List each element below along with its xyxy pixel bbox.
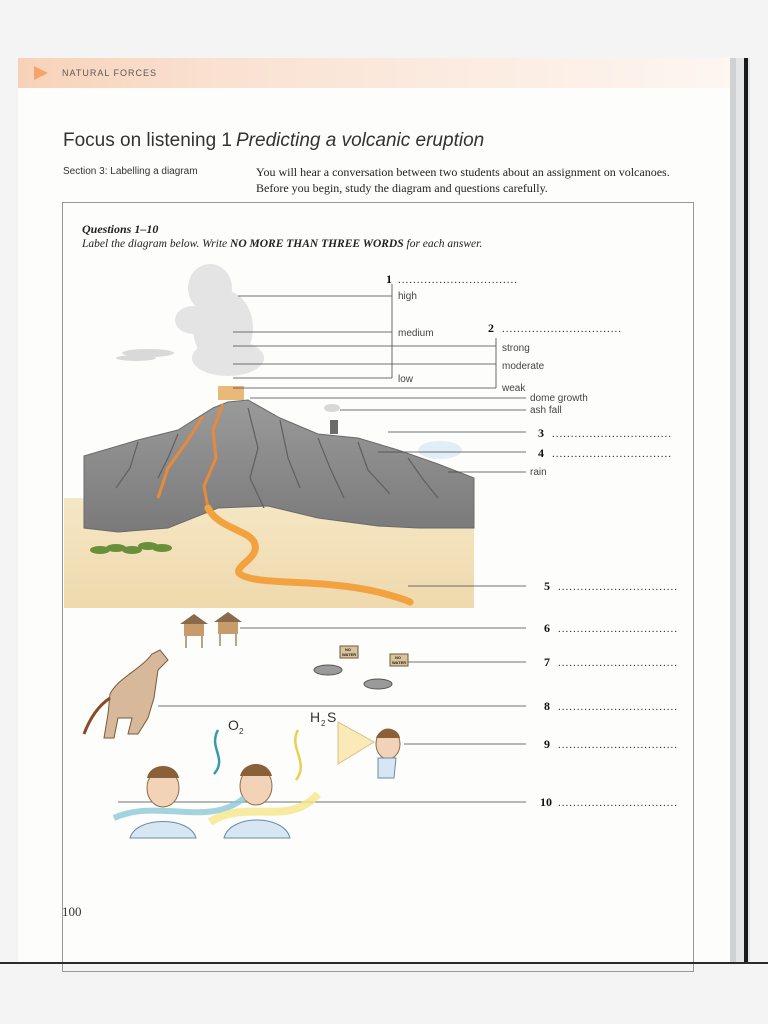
section-label: Section 3: Labelling a diagram	[63, 166, 198, 177]
level-medium: medium	[398, 328, 434, 339]
answer-num-5: 5	[544, 579, 550, 593]
label-ash-fall: ash fall	[530, 405, 562, 416]
answer-num-6: 6	[544, 621, 550, 635]
ash-cloud	[330, 420, 338, 434]
answer-blank-6[interactable]: ................................	[558, 623, 678, 635]
person-3	[376, 729, 400, 778]
page-number: 100	[62, 904, 82, 919]
bracket-2	[233, 338, 496, 388]
answer-blank-5[interactable]: ................................	[558, 581, 678, 593]
dome-icon	[324, 404, 340, 412]
sign-water-1: WATER	[342, 652, 357, 657]
answer-num-8: 8	[544, 699, 550, 713]
title-main: Focus on listening 1	[63, 130, 232, 151]
rain-cloud	[418, 441, 462, 459]
instruction-prefix: Label the diagram below. Write	[82, 238, 231, 250]
answer-blank-3[interactable]: ................................	[552, 428, 672, 440]
answer-num-7: 7	[544, 655, 550, 669]
intro-text: You will hear a conversation between two students about an assignment on volcanoes. Before you begin, study the diagram and questions carefully.	[256, 165, 670, 195]
rearing-horse	[84, 650, 168, 738]
volcano-diagram	[18, 58, 730, 964]
answer-num-9: 9	[544, 737, 550, 751]
questions-title: Questions 1–10	[82, 222, 159, 236]
level-moderate: moderate	[502, 361, 545, 372]
ash-plume	[116, 264, 264, 376]
gas-h2s-s: S	[327, 709, 337, 725]
answer-num-4: 4	[538, 446, 544, 460]
gas-oxygen-sub: 2	[239, 727, 244, 736]
answer-blank-10[interactable]: ................................	[558, 797, 678, 809]
answer-blank-7[interactable]: ................................	[558, 657, 678, 669]
instruction-suffix: for each answer.	[403, 238, 483, 250]
oxygen-arrow-icon	[214, 730, 219, 774]
gas-h2s-h: H	[310, 709, 321, 725]
answer-blank-2[interactable]: ................................	[502, 323, 622, 335]
level-high: high	[398, 291, 417, 302]
level-strong: strong	[502, 343, 530, 354]
h2s-arrow-icon	[295, 730, 301, 780]
book-binding	[744, 58, 748, 964]
dry-wells	[314, 646, 408, 689]
answer-num-2: 2	[488, 321, 494, 335]
chapter-label: NATURAL FORCES	[62, 68, 158, 78]
title-sub: Predicting a volcanic eruption	[236, 130, 485, 151]
answer-blank-4[interactable]: ................................	[552, 448, 672, 460]
gas-h2s-sub: 2	[321, 719, 326, 728]
sign-no-1: NO	[345, 647, 351, 652]
label-rain: rain	[530, 467, 547, 478]
instruction-emphasis: NO MORE THAN THREE WORDS	[230, 238, 404, 250]
answer-num-10: 10	[540, 795, 552, 809]
answer-blank-1[interactable]: ................................	[398, 274, 518, 286]
stilt-houses	[180, 612, 242, 648]
answer-blank-8[interactable]: ................................	[558, 701, 678, 713]
gas-oxygen: O	[228, 717, 239, 733]
answer-blank-9[interactable]: ................................	[558, 739, 678, 751]
level-low: low	[398, 374, 414, 385]
answer-num-3: 3	[538, 426, 544, 440]
label-dome-growth: dome growth	[530, 393, 588, 404]
person-2	[224, 764, 290, 838]
level-weak: weak	[502, 383, 526, 394]
sign-no-2: NO	[395, 655, 401, 660]
book-page	[18, 58, 730, 964]
answer-num-1: 1	[386, 272, 392, 286]
sound-cone-icon	[338, 722, 374, 764]
scan-bottom-edge	[0, 962, 768, 964]
sign-water-2: WATER	[392, 660, 407, 665]
